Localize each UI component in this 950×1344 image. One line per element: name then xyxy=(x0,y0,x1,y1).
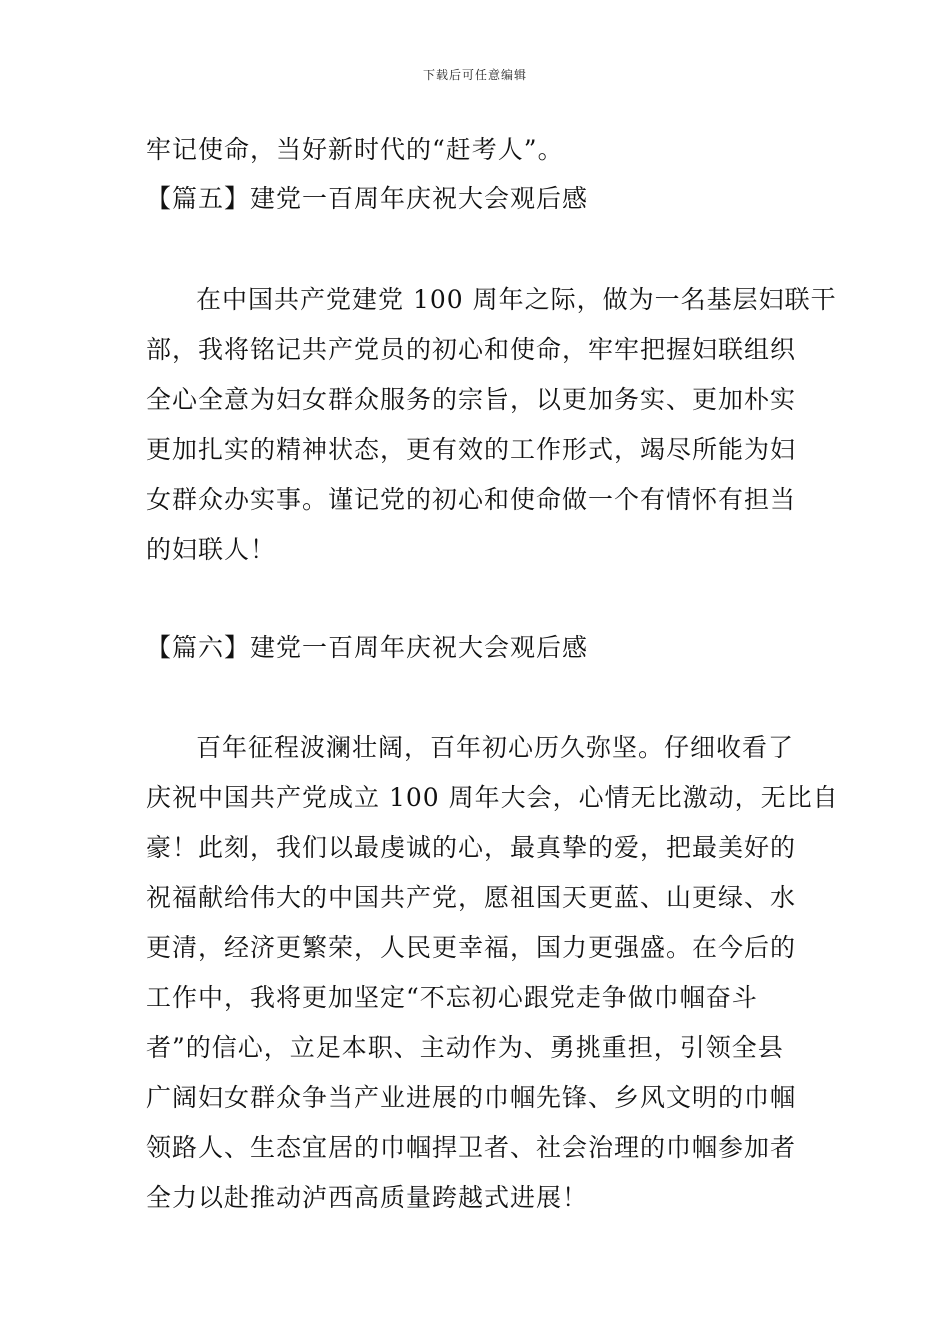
text-line: 工作中，我将更加坚定“不忘初心跟党走争做巾帼奋斗 xyxy=(146,983,758,1012)
text-line: 部，我将铭记共产党员的初心和使命，牢牢把握妇联组织 xyxy=(146,335,797,364)
text-line: 广阔妇女群众争当产业进展的巾帼先锋、乡风文明的巾帼 xyxy=(146,1083,797,1112)
text-line: 百年征程波澜壮阔，百年初心历久弥坚。仔细收看了 xyxy=(196,733,795,762)
section-heading-6: 【篇六】建党一百周年庆祝大会观后感 xyxy=(146,633,589,662)
text-line: 在中国共产党建党 100 周年之际，做为一名基层妇联干 xyxy=(196,285,837,314)
text-line: 祝福献给伟大的中国共产党，愿祖国天更蓝、山更绿、水 xyxy=(146,883,797,912)
text-line: 牢记使命，当好新时代的“赶考人”。 xyxy=(146,135,564,164)
section-heading-5: 【篇五】建党一百周年庆祝大会观后感 xyxy=(146,184,589,213)
text-line: 的妇联人！ xyxy=(146,535,277,564)
text-line: 更加扎实的精神状态，更有效的工作形式，竭尽所能为妇 xyxy=(146,435,797,464)
text-line: 全力以赴推动泸西高质量跨越式进展！ xyxy=(146,1183,589,1212)
text-line: 更清，经济更繁荣，人民更幸福，国力更强盛。在今后的 xyxy=(146,933,797,962)
text-line: 豪！此刻，我们以最虔诚的心，最真挚的爱，把最美好的 xyxy=(146,833,797,862)
text-line: 全心全意为妇女群众服务的宗旨，以更加务实、更加朴实 xyxy=(146,385,797,414)
page-header-note: 下载后可任意编辑 xyxy=(422,68,527,82)
text-line: 庆祝中国共产党成立 100 周年大会，心情无比激动，无比自 xyxy=(146,783,839,812)
text-line: 女群众办实事。谨记党的初心和使命做一个有情怀有担当 xyxy=(146,485,797,514)
text-line: 领路人、生态宜居的巾帼捍卫者、社会治理的巾帼参加者 xyxy=(146,1133,797,1162)
text-line: 者”的信心，立足本职、主动作为、勇挑重担，引领全县 xyxy=(146,1033,784,1062)
